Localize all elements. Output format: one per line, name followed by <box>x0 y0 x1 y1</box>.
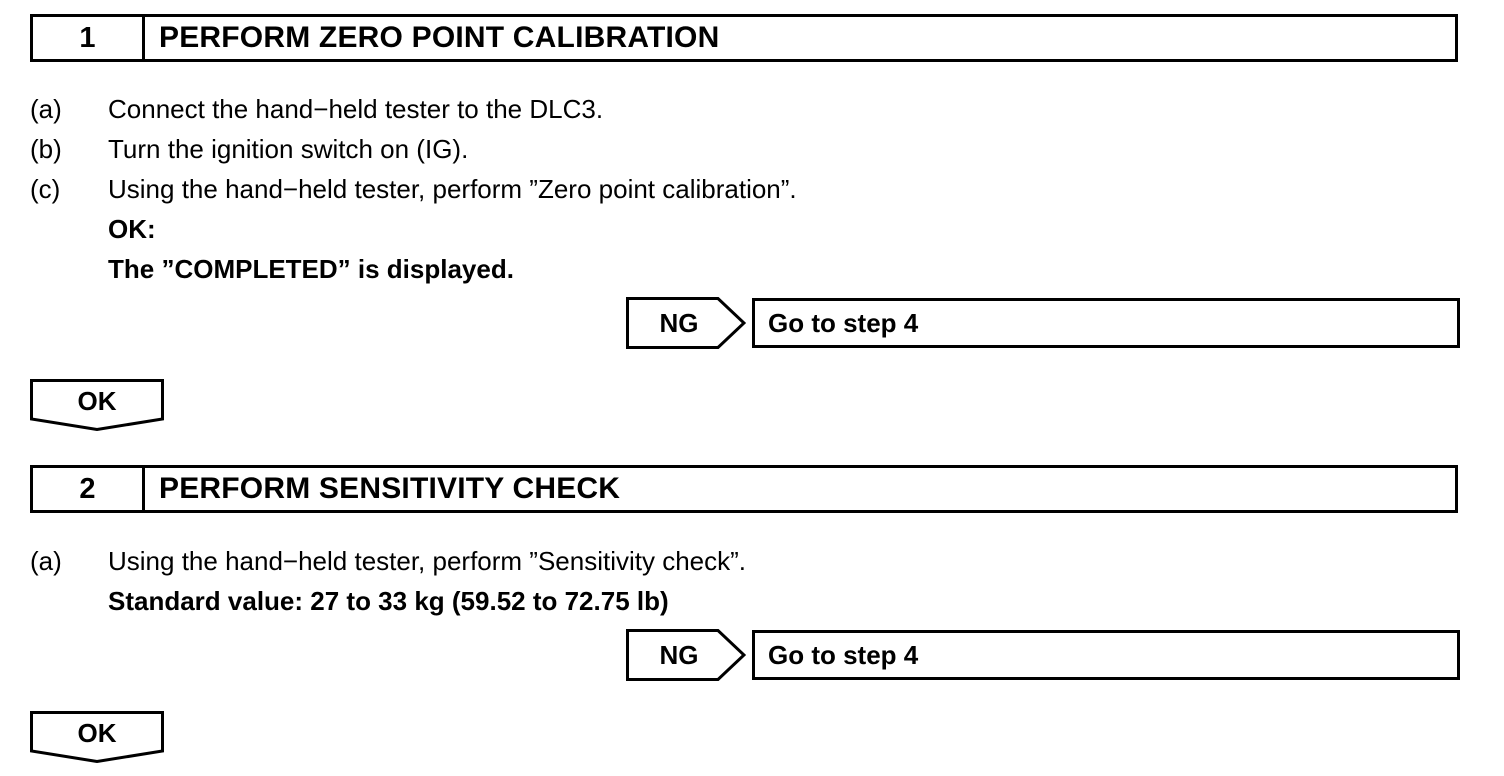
instruction-line <box>30 92 603 126</box>
instruction-text: Turn the ignition switch on (IG). <box>108 134 469 164</box>
instruction-line <box>30 544 746 578</box>
ng-action-box: Go to step 4 <box>752 630 1460 680</box>
step-number: 1 <box>33 17 145 59</box>
instruction-label: (b) <box>30 134 62 164</box>
ng-label: NG <box>659 307 699 338</box>
instruction-label: (c) <box>30 174 61 204</box>
ng-arrow-box <box>626 297 746 349</box>
step-2-header <box>30 465 1458 513</box>
ng-label: NG <box>659 639 699 670</box>
step-title: PERFORM ZERO POINT CALIBRATION <box>159 21 720 54</box>
step-title: PERFORM SENSITIVITY CHECK <box>159 472 621 505</box>
ok-label: OK <box>77 385 117 416</box>
step-1-header <box>30 14 1458 62</box>
instruction-line <box>30 132 468 166</box>
ok-arrow-box <box>30 711 164 763</box>
ng-arrow-box <box>626 629 746 681</box>
result-ok-label: OK: <box>108 214 156 244</box>
step-number: 2 <box>33 468 145 510</box>
instruction-text: Using the hand−held tester, perform ”Zero point calibration”. <box>108 174 797 204</box>
standard-value: Standard value: 27 to 33 kg (59.52 to 72.75 lb) <box>108 586 669 616</box>
instruction-text: Using the hand−held tester, perform ”Sensitivity check”. <box>108 546 747 576</box>
instruction-label: (a) <box>30 546 62 576</box>
ok-arrow-box <box>30 379 164 431</box>
result-criterion: The ”COMPLETED” is displayed. <box>108 254 514 284</box>
instruction-label: (a) <box>30 94 62 124</box>
instruction-text: Connect the hand−held tester to the DLC3. <box>108 94 604 124</box>
ng-action-box: Go to step 4 <box>752 298 1460 348</box>
ok-label: OK <box>77 717 117 748</box>
instruction-line <box>30 172 797 206</box>
